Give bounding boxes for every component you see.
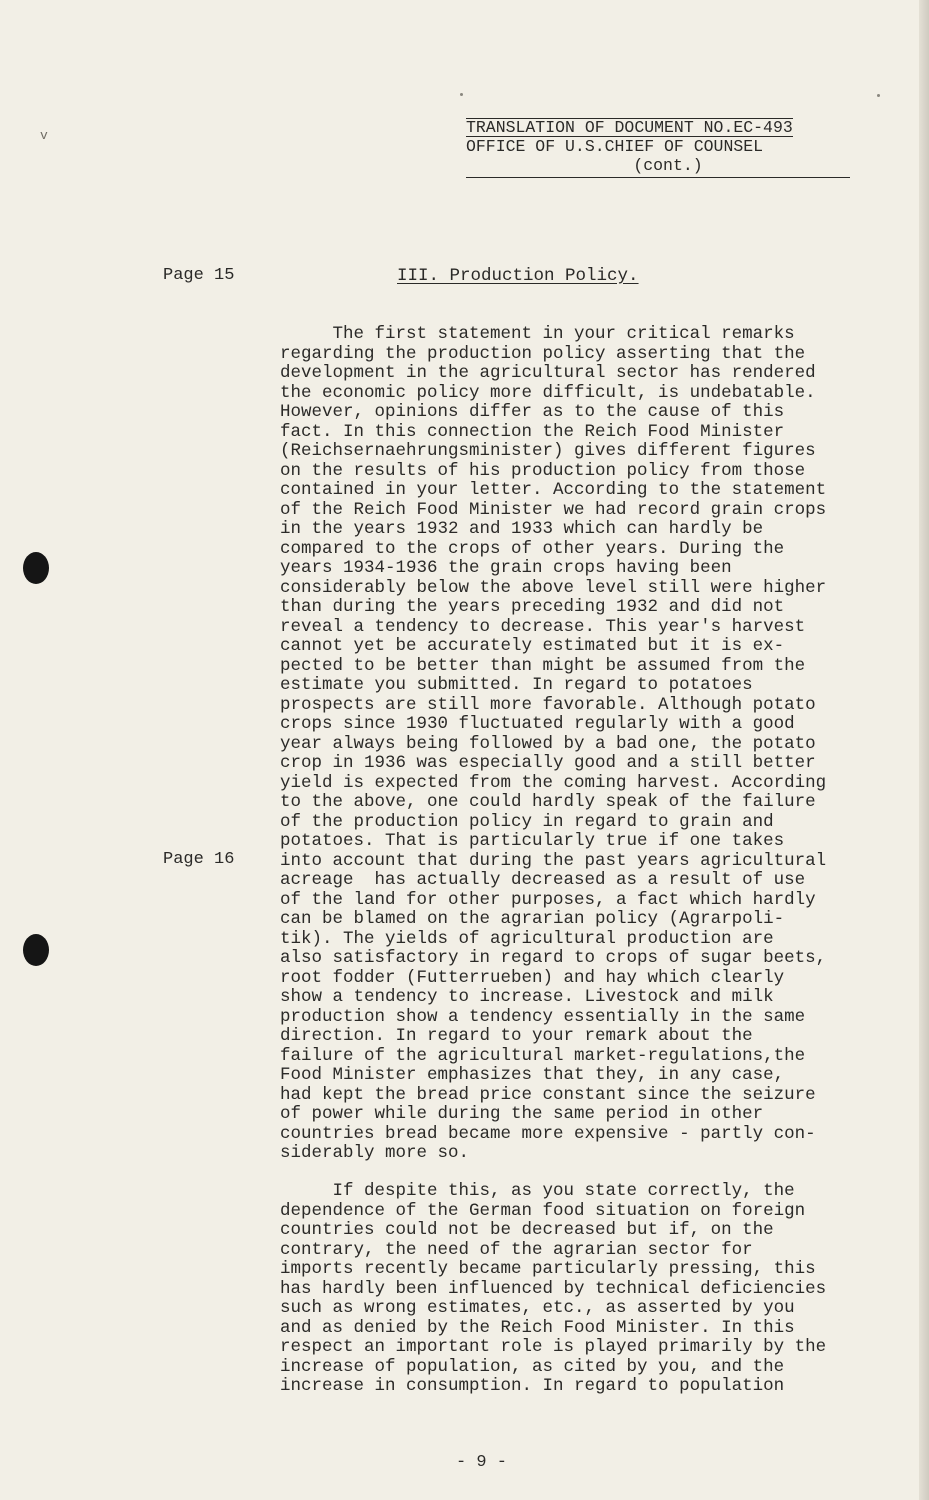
paper-speck: [877, 94, 880, 97]
document-header: [466, 118, 850, 178]
punch-hole-bottom: [23, 934, 49, 966]
paragraph-production-policy: The first statement in your critical remarks regarding the production policy asserting that the development in the agricultural sector has rendered the economic policy more difficult, is undebatable. However, opinions differ as to the cause of this fact. In this connection the Reich Food Minister (Reichsernaehrungsminister) gives different figures on the results of his production policy from those contained in your letter. According to the statement of the Reich Food Minister we had record grain crops in the years 1932 and 1933 which can hardly be compared to the crops of other years. During the years 1934-1936 the grain crops having been considerably below the above level still were higher than during the years preceding 1932 and did not reveal a tendency to decrease. This year's harvest cannot yet be accurately estimated but it is ex- pected to be better than might be assumed from the estimate you submitted. In regard to potatoes prospects are still more favorable. Although potato crops since 1930 fluctuated regularly with a good year always being followed by a bad one, the potato crop in 1936 was especially good and a still better yield is expected from the coming harvest. According to the above, one could hardly speak of the failure of the production policy in regard to grain and potatoes. That is particularly true if one takes into account that during the past years agricultural acreage has actually decreased as a result of use of the land for other purposes, a fact which hardly can be blamed on the agrarian policy (Agrarpoli- tik). The yields of agricultural production are also satisfactory in regard to crops of sugar beets, root fodder (Futterrueben) and hay which clearly show a tendency to increase. Livestock and milk production show a tendency essentially in the same direction. In regard to your remark about the failure of the agricultural market-regulations,the Food Minister emphasizes that they, in any case, had kept the bread price constant since the seizure of power while during the same period in other countries bread became more expensive - partly con- siderably more so.: [280, 324, 827, 1163]
paper-edge: [919, 0, 929, 1500]
paper-speck: [460, 93, 463, 96]
page-ref-15: Page 15: [163, 266, 235, 285]
header-office-line: OFFICE OF U.S.CHIEF OF COUNSEL: [466, 137, 764, 156]
header-translation-line: TRANSLATION OF DOCUMENT NO.EC-493: [466, 118, 793, 137]
page-ref-16: Page 16: [163, 850, 235, 869]
page-number: - 9 -: [456, 1453, 508, 1472]
margin-tick: v: [40, 128, 48, 143]
section-title: III. Production Policy.: [397, 266, 639, 286]
punch-hole-top: [23, 552, 49, 584]
paragraph-food-dependence: If despite this, as you state correctly, the dependence of the German food situation on foreign countries could not be decreased but if, on the contrary, the need of the agrarian sector for imports recently became particularly pressing, this has hardly been influenced by technical deficiencies such as wrong estimates, etc., as asserted by you and as denied by the Reich Food Minister. In this respect an important role is played primarily by the increase of population, as cited by you, and the increase in consumption. In regard to population: [280, 1181, 827, 1396]
header-cont-line: (cont.): [466, 156, 850, 178]
